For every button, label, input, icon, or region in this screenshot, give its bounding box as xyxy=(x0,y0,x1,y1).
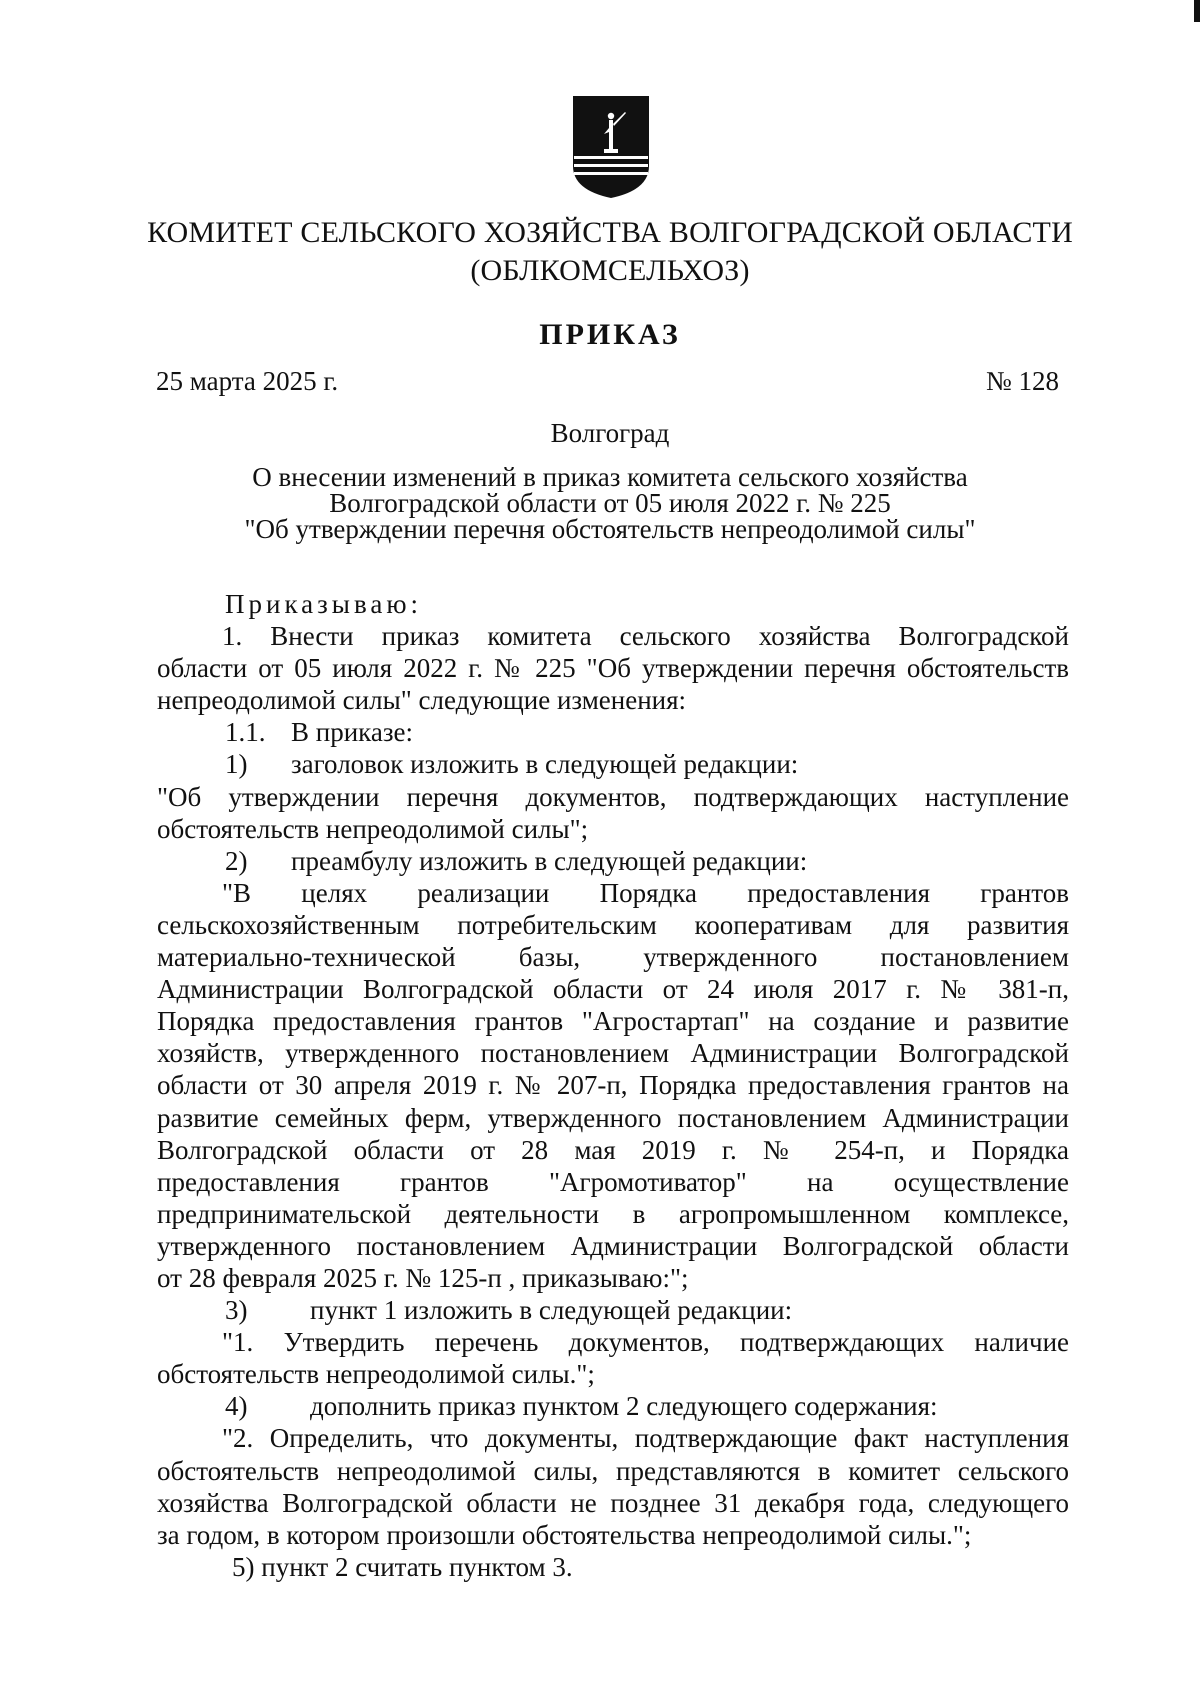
body-line: хозяйства Волгоградской области не позднее 31 декабря года, следующего xyxy=(157,1487,1069,1518)
document-number: № 128 xyxy=(986,366,1060,396)
body-line: сельскохозяйственным потребительским кооперативам для развития xyxy=(157,909,1069,940)
body-line: Порядка предоставления грантов "Агростартап" на создание и развитие xyxy=(157,1006,1069,1037)
body-line: хозяйств, утвержденного постановлением Администрации Волгоградской xyxy=(157,1038,1069,1069)
organization-name-line2: (ОБЛКОМСЕЛЬХОЗ) xyxy=(470,254,750,287)
document-subject xyxy=(0,464,1200,542)
body-line: "В целях реализации Порядка предоставления грантов xyxy=(222,877,1069,908)
subitem-number: 1.1. xyxy=(225,717,266,748)
subitem-text: заголовок изложить в следующей редакции: xyxy=(291,749,799,780)
body-line: Администрации Волгоградской области от 24 июля 2017 г. № 381-п, xyxy=(157,974,1069,1005)
subject-line: "Об утверждении перечня обстоятельств непреодолимой силы" xyxy=(244,514,976,544)
body-line: области от 30 апреля 2019 г. № 207-п, Порядка предоставления грантов на xyxy=(157,1070,1069,1101)
organization-name xyxy=(0,214,1200,290)
subitem-number: 2) xyxy=(225,845,248,876)
body-line: области от 05 июля 2022 г. № 225 "Об утверждении перечня обстоятельств xyxy=(157,653,1069,684)
subitem-text: дополнить приказ пунктом 2 следующего содержания: xyxy=(310,1391,938,1422)
body-line: за годом, в котором произошли обстоятельства непреодолимой силы."; xyxy=(157,1519,972,1550)
subitem-2 xyxy=(157,845,1069,877)
body-line: "1. Утвердить перечень документов, подтверждающих наличие xyxy=(222,1327,1069,1358)
body-line: обстоятельств непреодолимой силы."; xyxy=(157,1359,595,1390)
body-line: Волгоградской области от 28 мая 2019 г. № 254-п, и Порядка xyxy=(157,1134,1069,1165)
body-line: материально-технической базы, утвержденного постановлением xyxy=(157,942,1069,973)
body-line: обстоятельств непреодолимой силы"; xyxy=(157,813,589,844)
body-line: обстоятельств непреодолимой силы, представляются в комитет сельского xyxy=(157,1455,1069,1486)
subitem-number: 1) xyxy=(225,749,248,780)
subitem-4 xyxy=(157,1390,1069,1422)
subitem-3 xyxy=(157,1294,1069,1326)
body-line: "2. Определить, что документы, подтверждающие факт наступления xyxy=(222,1423,1069,1454)
document-city: Волгоград xyxy=(550,418,670,448)
document-type: ПРИКАЗ xyxy=(539,318,681,351)
subitem-text: В приказе: xyxy=(291,717,414,748)
organization-name-line1: КОМИТЕТ СЕЛЬСКОГО ХОЗЯЙСТВА ВОЛГОГРАДСКОЙ ОБЛАСТИ xyxy=(147,216,1073,249)
order-word: Приказываю: xyxy=(225,589,422,619)
subitem-1 xyxy=(157,748,1069,780)
subitem-1-1 xyxy=(157,716,1069,748)
body-line: от 28 февраля 2025 г. № 125-п , приказываю:"; xyxy=(157,1262,689,1293)
subitem-5: 5) пункт 2 считать пунктом 3. xyxy=(232,1551,573,1582)
subitem-text: преамбулу изложить в следующей редакции: xyxy=(291,845,808,876)
body-line: "Об утверждении перечня документов, подтверждающих наступление xyxy=(157,781,1069,812)
subitem-number: 3) xyxy=(225,1295,248,1326)
subitem-text: пункт 1 изложить в следующей редакции: xyxy=(310,1295,793,1326)
body-line: развитие семейных ферм, утвержденного постановлением Администрации xyxy=(157,1102,1069,1133)
subject-line: О внесении изменений в приказ комитета сельского хозяйства xyxy=(252,462,968,492)
scan-edge-mark xyxy=(1194,0,1200,22)
subject-line: Волгоградской области от 05 июля 2022 г. № 225 xyxy=(329,488,891,518)
body-line: утвержденного постановлением Администрации Волгоградской области xyxy=(157,1230,1069,1261)
document-body xyxy=(157,588,1069,1583)
subitem-number: 4) xyxy=(225,1391,248,1422)
body-line: предпринимательской деятельности в агропромышленном комплексе, xyxy=(157,1198,1069,1229)
body-line: непреодолимой силы" следующие изменения: xyxy=(157,685,687,716)
document-date: 25 марта 2025 г. xyxy=(156,366,339,396)
body-line: 1. Внести приказ комитета сельского хозяйства Волгоградской xyxy=(222,621,1069,652)
body-line: предоставления грантов "Агромотиватор" на осуществление xyxy=(157,1166,1069,1197)
volgograd-region-emblem-icon xyxy=(571,94,651,200)
